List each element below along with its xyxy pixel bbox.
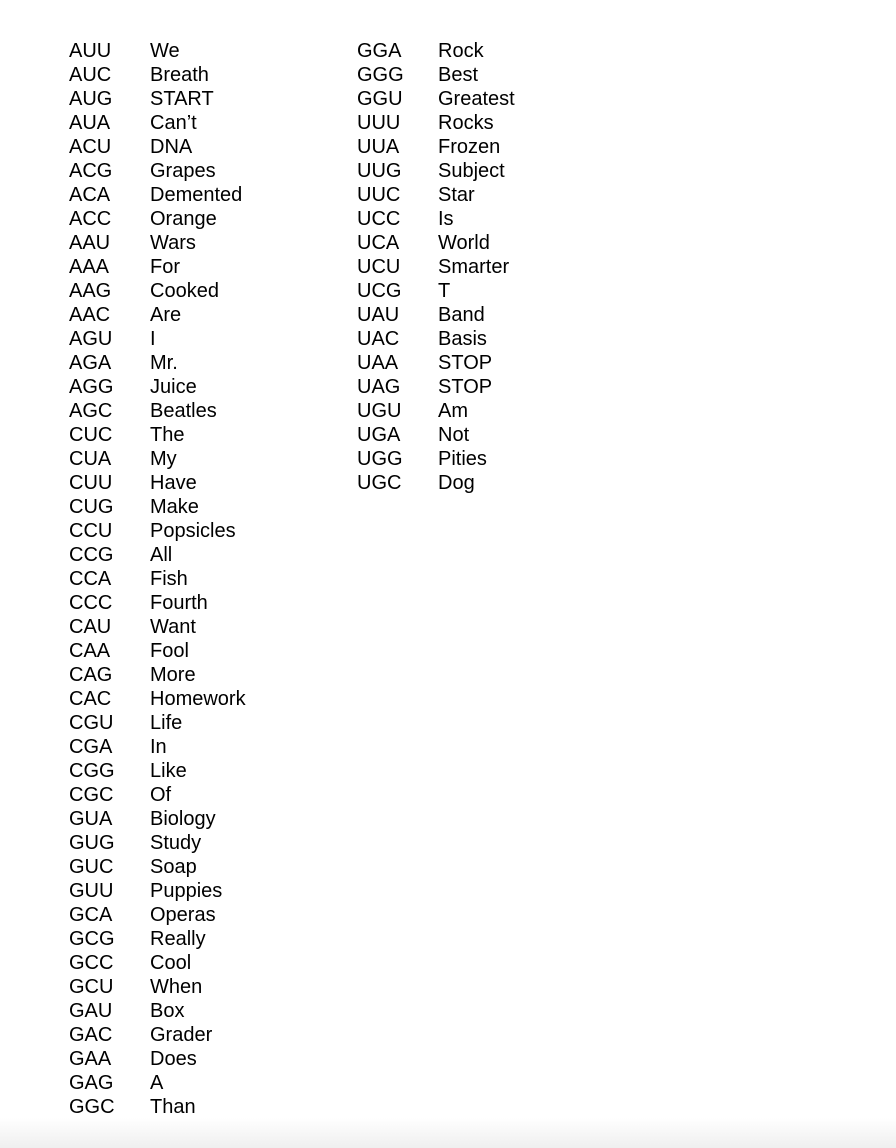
codon-label: UUU (357, 112, 401, 134)
codon-word: START (150, 88, 214, 110)
codon-label: GAA (69, 1048, 112, 1070)
codon-label: GAC (69, 1024, 113, 1046)
codon-label: GGC (69, 1096, 115, 1118)
codon-row (69, 759, 246, 783)
codon-row (69, 687, 246, 711)
codon-label: UAG (357, 376, 401, 398)
codon-row (357, 207, 515, 231)
codon-label: CGA (69, 736, 113, 758)
codon-label: GGU (357, 88, 403, 110)
codon-label: AAU (69, 232, 111, 254)
codon-word: Study (150, 832, 202, 854)
codon-label: GUG (69, 832, 115, 854)
codon-row (357, 447, 515, 471)
codon-row (69, 567, 246, 591)
codon-label: CAU (69, 616, 112, 638)
codon-word: Star (438, 184, 475, 206)
codon-word: I (150, 328, 156, 350)
codon-row (69, 423, 246, 447)
codon-row (69, 927, 246, 951)
codon-word: Smarter (438, 256, 510, 278)
codon-row (357, 111, 515, 135)
codon-word: More (150, 664, 196, 686)
codon-word: Operas (150, 904, 216, 926)
codon-word: Grapes (150, 160, 216, 182)
codon-row (357, 159, 515, 183)
codon-label: CUC (69, 424, 113, 446)
codon-word: STOP (438, 352, 493, 374)
codon-row (69, 471, 246, 495)
codon-word: Soap (150, 856, 197, 878)
codon-label: GUA (69, 808, 113, 830)
page-bottom-shadow (0, 1118, 896, 1148)
codon-word: DNA (150, 136, 193, 158)
codon-row (69, 831, 246, 855)
codon-label: AAG (69, 280, 112, 302)
codon-row (69, 399, 246, 423)
codon-label: UUG (357, 160, 402, 182)
codon-label: GCC (69, 952, 114, 974)
codon-label: CCC (69, 592, 113, 614)
codon-word: Am (438, 400, 468, 422)
codon-label: UAA (357, 352, 399, 374)
codon-word: Of (150, 784, 172, 806)
codon-column-left (69, 39, 246, 1119)
codon-row (69, 279, 246, 303)
codon-label: CAG (69, 664, 113, 686)
codon-word: Than (150, 1096, 196, 1118)
codon-row (69, 231, 246, 255)
codon-row (69, 783, 246, 807)
codon-row (357, 375, 515, 399)
codon-word: For (150, 256, 180, 278)
codon-word: We (150, 40, 180, 62)
codon-label: UUA (357, 136, 400, 158)
codon-row (69, 663, 246, 687)
codon-label: CGC (69, 784, 114, 806)
codon-column-right (357, 39, 515, 495)
codon-word: Box (150, 1000, 185, 1022)
codon-word: Fish (150, 568, 188, 590)
codon-label: GGA (357, 40, 402, 62)
codon-word: Really (150, 928, 206, 950)
codon-word: Wars (150, 232, 196, 254)
codon-label: GGG (357, 64, 404, 86)
codon-word: Like (150, 760, 187, 782)
codon-row (69, 1047, 246, 1071)
codon-word: Want (150, 616, 196, 638)
codon-word: When (150, 976, 203, 998)
codon-row (69, 351, 246, 375)
codon-label: GCU (69, 976, 114, 998)
codon-row (357, 231, 515, 255)
codon-word: Make (150, 496, 199, 518)
codon-label: ACC (69, 208, 112, 230)
codon-label: CUA (69, 448, 112, 470)
codon-row (357, 327, 515, 351)
codon-word: Cool (150, 952, 192, 974)
codon-word: Popsicles (150, 520, 236, 542)
codon-word: STOP (438, 376, 493, 398)
codon-label: CGG (69, 760, 115, 782)
codon-row (69, 903, 246, 927)
codon-row (69, 159, 246, 183)
codon-label: ACA (69, 184, 111, 206)
codon-row (69, 1023, 246, 1047)
codon-word: My (150, 448, 177, 470)
codon-word: Puppies (150, 880, 223, 902)
codon-row (357, 39, 515, 63)
codon-word: Demented (150, 184, 243, 206)
codon-word: Pities (438, 448, 487, 470)
codon-label: AAA (69, 256, 110, 278)
codon-label: CUU (69, 472, 113, 494)
codon-word: Does (150, 1048, 197, 1070)
codon-row (69, 879, 246, 903)
codon-row (357, 135, 515, 159)
codon-label: UAU (357, 304, 400, 326)
codon-label: UCA (357, 232, 400, 254)
codon-row (69, 1095, 246, 1119)
codon-label: UAC (357, 328, 400, 350)
codon-row (357, 183, 515, 207)
codon-row (69, 639, 246, 663)
codon-word: Greatest (438, 88, 515, 110)
codon-row (69, 111, 246, 135)
codon-row (69, 807, 246, 831)
codon-word: Not (438, 424, 470, 446)
codon-row (69, 519, 246, 543)
codon-label: GUU (69, 880, 114, 902)
codon-row (357, 399, 515, 423)
codon-label: UGU (357, 400, 402, 422)
codon-word: World (438, 232, 490, 254)
codon-row (69, 303, 246, 327)
codon-row (69, 951, 246, 975)
codon-label: UGG (357, 448, 403, 470)
codon-label: AAC (69, 304, 111, 326)
codon-word: Is (438, 208, 454, 230)
codon-word: Can’t (150, 112, 197, 134)
codon-row (357, 351, 515, 375)
codon-label: UCU (357, 256, 401, 278)
codon-row (69, 591, 246, 615)
codon-row (69, 615, 246, 639)
codon-row (69, 327, 246, 351)
codon-word: Are (150, 304, 182, 326)
codon-row (357, 255, 515, 279)
codon-label: CAC (69, 688, 112, 710)
codon-row (69, 975, 246, 999)
codon-label: ACU (69, 136, 112, 158)
codon-label: GAU (69, 1000, 113, 1022)
codon-row (357, 279, 515, 303)
codon-label: CAA (69, 640, 111, 662)
codon-word: Best (438, 64, 479, 86)
codon-word: Beatles (150, 400, 217, 422)
codon-row (69, 735, 246, 759)
codon-word: Fourth (150, 592, 208, 614)
codon-word: Have (150, 472, 197, 494)
codon-word: Homework (150, 688, 246, 710)
codon-word: In (150, 736, 167, 758)
codon-row (357, 423, 515, 447)
codon-row (69, 711, 246, 735)
codon-label: UUC (357, 184, 401, 206)
codon-row (357, 63, 515, 87)
codon-row (357, 303, 515, 327)
codon-word: Frozen (438, 136, 501, 158)
codon-label: GUC (69, 856, 114, 878)
codon-label: AGG (69, 376, 114, 398)
codon-word: Biology (150, 808, 216, 830)
codon-label: CUG (69, 496, 114, 518)
codon-word: Orange (150, 208, 217, 230)
codon-label: CGU (69, 712, 114, 734)
codon-word: Cooked (150, 280, 219, 302)
codon-word: Juice (150, 376, 197, 398)
codon-label: UCG (357, 280, 402, 302)
codon-row (69, 63, 246, 87)
codon-word: Band (438, 304, 485, 326)
codon-word: All (150, 544, 173, 566)
codon-word: Grader (150, 1024, 213, 1046)
codon-row (69, 447, 246, 471)
codon-label: AUG (69, 88, 113, 110)
codon-word: T (438, 280, 451, 302)
codon-word: Fool (150, 640, 189, 662)
codon-row (69, 855, 246, 879)
codon-word: The (150, 424, 185, 446)
codon-row (357, 87, 515, 111)
codon-row (69, 39, 246, 63)
codon-row (69, 255, 246, 279)
codon-word: Basis (438, 328, 487, 350)
codon-row (69, 375, 246, 399)
codon-row (69, 999, 246, 1023)
codon-word: Mr. (150, 352, 178, 374)
codon-label: CCG (69, 544, 114, 566)
codon-row (69, 207, 246, 231)
codon-row (69, 183, 246, 207)
codon-word: Breath (150, 64, 209, 86)
codon-label: AUC (69, 64, 112, 86)
codon-label: ACG (69, 160, 113, 182)
codon-row (69, 543, 246, 567)
codon-label: AGC (69, 400, 113, 422)
codon-label: AUA (69, 112, 111, 134)
codon-label: UGC (357, 472, 402, 494)
codon-label: UGA (357, 424, 401, 446)
codon-word: Rock (438, 40, 484, 62)
codon-row (69, 1071, 246, 1095)
codon-word: Rocks (438, 112, 494, 134)
codon-label: GAG (69, 1072, 114, 1094)
codon-row (357, 471, 515, 495)
codon-label: AGU (69, 328, 113, 350)
codon-row (69, 495, 246, 519)
codon-label: AGA (69, 352, 112, 374)
codon-word: Dog (438, 472, 475, 494)
codon-label: UCC (357, 208, 401, 230)
codon-label: GCG (69, 928, 115, 950)
codon-label: CCA (69, 568, 112, 590)
codon-word: Life (150, 712, 183, 734)
codon-label: GCA (69, 904, 113, 926)
codon-row (69, 135, 246, 159)
codon-label: CCU (69, 520, 113, 542)
codon-word: A (150, 1072, 164, 1094)
codon-word: Subject (438, 160, 505, 182)
codon-label: AUU (69, 40, 112, 62)
codon-row (69, 87, 246, 111)
